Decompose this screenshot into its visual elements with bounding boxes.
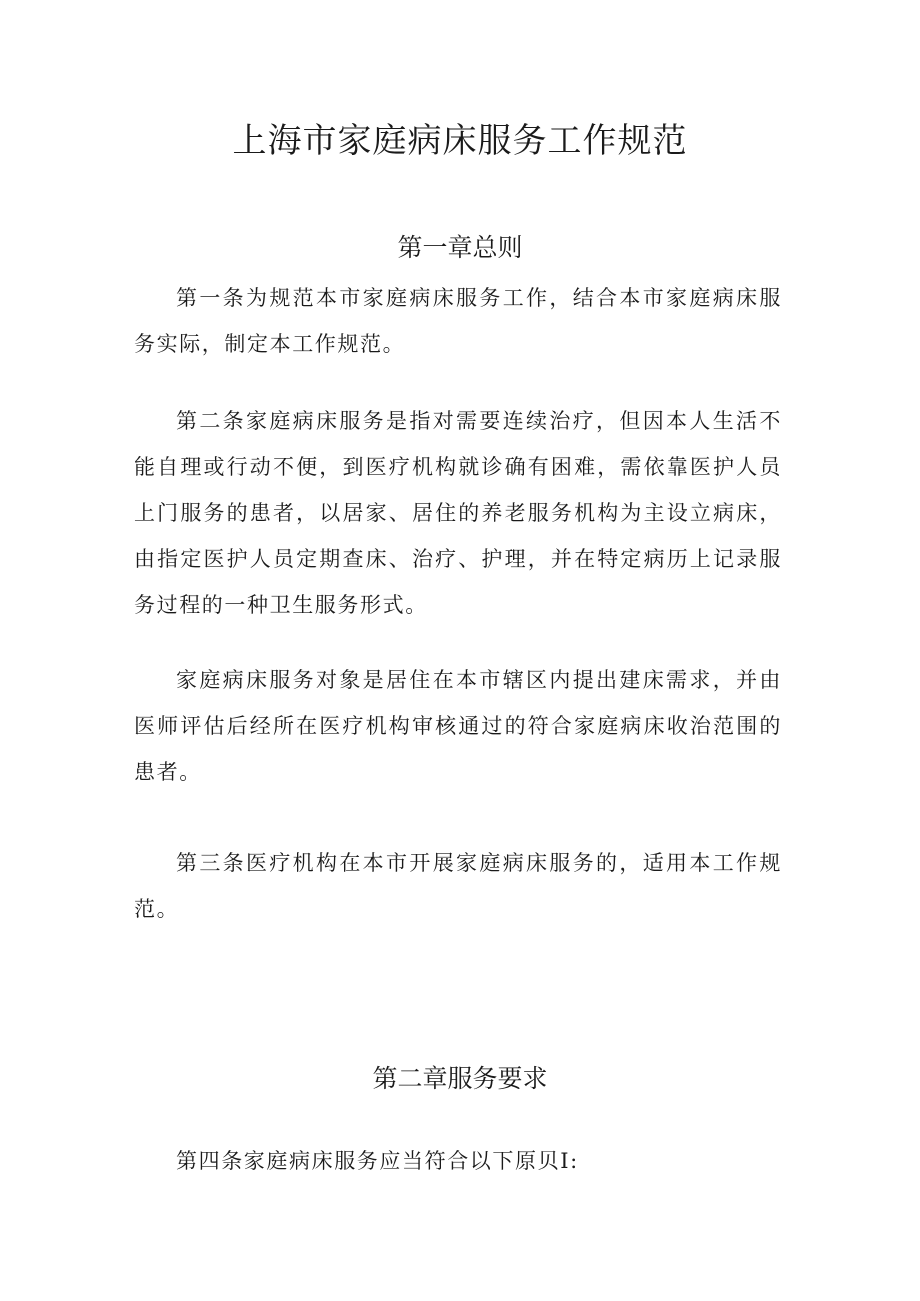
chapter-heading-service-requirements: 第二章服务要求 — [372, 1064, 548, 1093]
article-4-paragraph: 第四条家庭病床服务应当符合以下原贝I: — [176, 1149, 579, 1173]
article-3-paragraph: 第三条医疗机构在本市开展家庭病床服务的，适用本工作规范。 — [134, 851, 782, 921]
service-target-paragraph: 家庭病床服务对象是居住在本市辖区内提出建床需求，并由医师评估后经所在医疗机构审核通过的符合家庭病床收治范围的患者。 — [134, 668, 782, 784]
article-2-paragraph: 第二条家庭病床服务是指对需要连续治疗，但因本人生活不能自理或行动不便，到医疗机构就诊确有困难，需依靠医护人员上门服务的患者，以居家、居住的养老服务机构为主设立病床，由指定医护人员定期查床、治疗、护理，并在特定病历上记录服务过程的一种卫生服务形式。 — [134, 409, 782, 617]
chapter-heading-general: 第一章总则 — [397, 233, 523, 262]
document-title: 上海市家庭病床服务工作规范 — [232, 121, 688, 161]
article-1-paragraph: 第一条为规范本市家庭病床服务工作，结合本市家庭病床服务实际，制定本工作规范。 — [134, 286, 782, 356]
